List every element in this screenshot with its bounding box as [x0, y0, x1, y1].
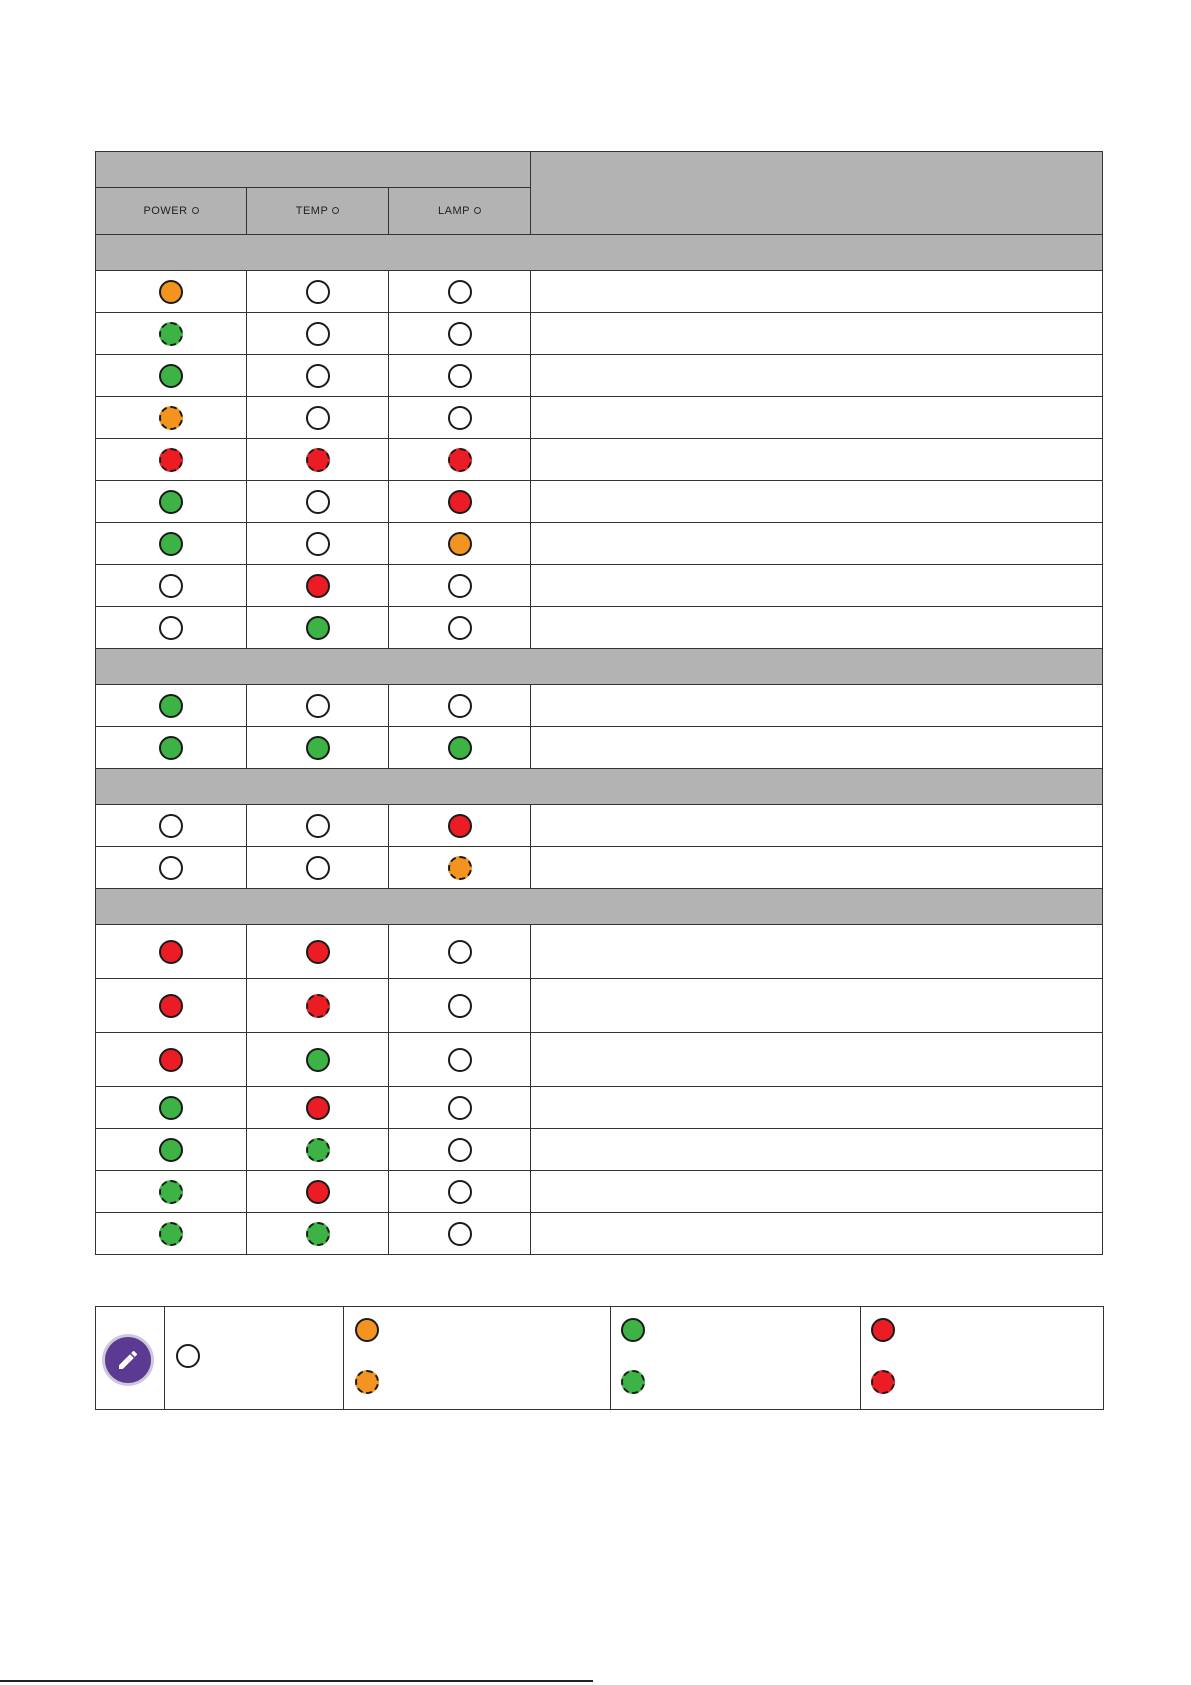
power-indicator-icon	[192, 207, 199, 214]
lamp-cell	[389, 1087, 531, 1129]
lamp-cell	[389, 1213, 531, 1255]
power-cell	[96, 397, 247, 439]
indicator-table	[95, 151, 1103, 1255]
temp-led-icon	[306, 1138, 330, 1162]
table-row	[96, 685, 1103, 727]
power-led-icon	[159, 994, 183, 1018]
status-description	[531, 397, 1103, 439]
temp-cell	[247, 727, 389, 769]
power-led-icon	[159, 322, 183, 346]
temp-led-icon	[306, 280, 330, 304]
table-row	[96, 397, 1103, 439]
lamp-indicator-icon	[474, 207, 481, 214]
table-row	[96, 565, 1103, 607]
temp-led-icon	[306, 490, 330, 514]
power-cell	[96, 1087, 247, 1129]
description-header	[531, 152, 1103, 235]
temp-led-icon	[306, 1096, 330, 1120]
power-cell	[96, 439, 247, 481]
lamp-cell	[389, 1033, 531, 1087]
power-cell	[96, 271, 247, 313]
lamp-cell	[389, 979, 531, 1033]
temp-led-icon	[306, 856, 330, 880]
status-description	[531, 727, 1103, 769]
power-cell	[96, 1033, 247, 1087]
lamp-led-icon	[448, 448, 472, 472]
power-cell	[96, 727, 247, 769]
lamp-led-icon	[448, 574, 472, 598]
temp-cell	[247, 925, 389, 979]
legend-orange-cell	[344, 1307, 611, 1410]
power-led-icon	[159, 406, 183, 430]
status-description	[531, 925, 1103, 979]
lamp-cell	[389, 1129, 531, 1171]
lamp-cell	[389, 1171, 531, 1213]
status-description	[531, 1129, 1103, 1171]
lamp-led-icon	[448, 814, 472, 838]
section-title	[96, 235, 1103, 271]
pencil-note-icon	[105, 1337, 151, 1383]
legend-green-led-icon	[621, 1318, 645, 1342]
temp-cell	[247, 439, 389, 481]
legend-red-flash-led-icon	[871, 1370, 895, 1394]
lamp-led-icon	[448, 532, 472, 556]
status-description	[531, 1087, 1103, 1129]
table-row	[96, 1129, 1103, 1171]
table-row	[96, 271, 1103, 313]
lamp-cell	[389, 685, 531, 727]
legend-red-led-icon	[871, 1318, 895, 1342]
status-description	[531, 439, 1103, 481]
lamp-led-icon	[448, 1180, 472, 1204]
temp-cell	[247, 481, 389, 523]
temp-led-icon	[306, 322, 330, 346]
status-description	[531, 1213, 1103, 1255]
power-led-icon	[159, 280, 183, 304]
table-row	[96, 847, 1103, 889]
section-title	[96, 769, 1103, 805]
lamp-led-icon	[448, 1138, 472, 1162]
table-row	[96, 805, 1103, 847]
temp-cell	[247, 1129, 389, 1171]
temp-cell	[247, 979, 389, 1033]
power-led-icon	[159, 856, 183, 880]
lamp-cell	[389, 355, 531, 397]
power-cell	[96, 979, 247, 1033]
lamp-led-icon	[448, 406, 472, 430]
lamp-led-icon	[448, 616, 472, 640]
power-cell	[96, 805, 247, 847]
lamp-cell	[389, 523, 531, 565]
power-cell	[96, 607, 247, 649]
power-cell	[96, 1129, 247, 1171]
lamp-led-icon	[448, 1048, 472, 1072]
lamp-led-icon	[448, 1096, 472, 1120]
legend-orange-led-icon	[355, 1318, 379, 1342]
temp-led-icon	[306, 736, 330, 760]
power-cell	[96, 685, 247, 727]
power-cell	[96, 565, 247, 607]
status-description	[531, 805, 1103, 847]
temp-cell	[247, 397, 389, 439]
status-description	[531, 847, 1103, 889]
temp-led-icon	[306, 364, 330, 388]
lamp-cell	[389, 925, 531, 979]
temp-cell	[247, 523, 389, 565]
temp-led-icon	[306, 1180, 330, 1204]
table-row	[96, 439, 1103, 481]
status-description	[531, 607, 1103, 649]
temp-cell	[247, 565, 389, 607]
section-header-row	[96, 769, 1103, 805]
power-led-icon	[159, 1180, 183, 1204]
status-description	[531, 271, 1103, 313]
status-description	[531, 481, 1103, 523]
lamp-cell	[389, 397, 531, 439]
temp-cell	[247, 1213, 389, 1255]
power-led-icon	[159, 1096, 183, 1120]
temp-cell	[247, 1087, 389, 1129]
power-led-icon	[159, 616, 183, 640]
temp-led-icon	[306, 616, 330, 640]
power-led-icon	[159, 574, 183, 598]
temp-led-icon	[306, 994, 330, 1018]
temp-led-icon	[306, 532, 330, 556]
legend-off-cell	[165, 1307, 344, 1410]
lamp-led-icon	[448, 994, 472, 1018]
power-led-icon	[159, 1138, 183, 1162]
table-row	[96, 1087, 1103, 1129]
lamp-cell	[389, 727, 531, 769]
status-description	[531, 1033, 1103, 1087]
table-row	[96, 979, 1103, 1033]
temp-led-icon	[306, 694, 330, 718]
power-led-icon	[159, 448, 183, 472]
temp-cell	[247, 1033, 389, 1087]
lamp-cell	[389, 607, 531, 649]
temp-led-icon	[306, 406, 330, 430]
power-led-icon	[159, 364, 183, 388]
temp-led-icon	[306, 1222, 330, 1246]
column-header-temp: TEMP	[247, 188, 389, 235]
power-cell	[96, 925, 247, 979]
temp-cell	[247, 313, 389, 355]
status-description	[531, 565, 1103, 607]
power-led-icon	[159, 736, 183, 760]
temp-led-icon	[306, 574, 330, 598]
lamp-cell	[389, 313, 531, 355]
temp-cell	[247, 607, 389, 649]
section-header-row	[96, 235, 1103, 271]
table-row	[96, 607, 1103, 649]
indicator-group-header	[96, 152, 531, 188]
power-led-icon	[159, 814, 183, 838]
temp-cell	[247, 805, 389, 847]
table-row	[96, 355, 1103, 397]
table-row	[96, 1213, 1103, 1255]
table-row	[96, 1033, 1103, 1087]
legend-note	[95, 1306, 1104, 1410]
power-cell	[96, 481, 247, 523]
power-led-icon	[159, 940, 183, 964]
lamp-led-icon	[448, 694, 472, 718]
table-row	[96, 313, 1103, 355]
note-icon-cell	[96, 1307, 165, 1410]
lamp-led-icon	[448, 736, 472, 760]
footer-rule	[0, 1680, 593, 1682]
temp-led-icon	[306, 940, 330, 964]
power-cell	[96, 355, 247, 397]
section-title	[96, 649, 1103, 685]
lamp-cell	[389, 565, 531, 607]
table-row	[96, 523, 1103, 565]
status-description	[531, 313, 1103, 355]
lamp-cell	[389, 439, 531, 481]
temp-indicator-icon	[332, 207, 339, 214]
table-row	[96, 481, 1103, 523]
power-cell	[96, 313, 247, 355]
lamp-cell	[389, 847, 531, 889]
legend-green-cell	[611, 1307, 861, 1410]
lamp-led-icon	[448, 940, 472, 964]
status-description	[531, 523, 1103, 565]
legend-green-flash-led-icon	[621, 1370, 645, 1394]
lamp-led-icon	[448, 856, 472, 880]
power-led-icon	[159, 532, 183, 556]
temp-led-icon	[306, 814, 330, 838]
temp-cell	[247, 1171, 389, 1213]
status-description	[531, 355, 1103, 397]
column-header-power: POWER	[96, 188, 247, 235]
section-title	[96, 889, 1103, 925]
status-description	[531, 979, 1103, 1033]
power-led-icon	[159, 694, 183, 718]
lamp-cell	[389, 481, 531, 523]
table-row	[96, 1171, 1103, 1213]
column-header-lamp: LAMP	[389, 188, 531, 235]
temp-led-icon	[306, 448, 330, 472]
status-description	[531, 685, 1103, 727]
status-description	[531, 1171, 1103, 1213]
legend-off-led-icon	[176, 1344, 200, 1368]
temp-led-icon	[306, 1048, 330, 1072]
lamp-led-icon	[448, 490, 472, 514]
legend-red-cell	[861, 1307, 1104, 1410]
section-header-row	[96, 649, 1103, 685]
lamp-cell	[389, 271, 531, 313]
power-led-icon	[159, 490, 183, 514]
table-row	[96, 925, 1103, 979]
lamp-cell	[389, 805, 531, 847]
temp-cell	[247, 271, 389, 313]
power-cell	[96, 1171, 247, 1213]
table-row	[96, 727, 1103, 769]
lamp-led-icon	[448, 280, 472, 304]
temp-cell	[247, 847, 389, 889]
legend-row	[96, 1307, 1104, 1410]
power-led-icon	[159, 1048, 183, 1072]
power-cell	[96, 1213, 247, 1255]
header-row-top	[96, 152, 1103, 188]
lamp-led-icon	[448, 322, 472, 346]
legend-orange-flash-led-icon	[355, 1370, 379, 1394]
temp-cell	[247, 355, 389, 397]
power-cell	[96, 847, 247, 889]
section-header-row	[96, 889, 1103, 925]
power-cell	[96, 523, 247, 565]
power-led-icon	[159, 1222, 183, 1246]
lamp-led-icon	[448, 1222, 472, 1246]
temp-cell	[247, 685, 389, 727]
lamp-led-icon	[448, 364, 472, 388]
